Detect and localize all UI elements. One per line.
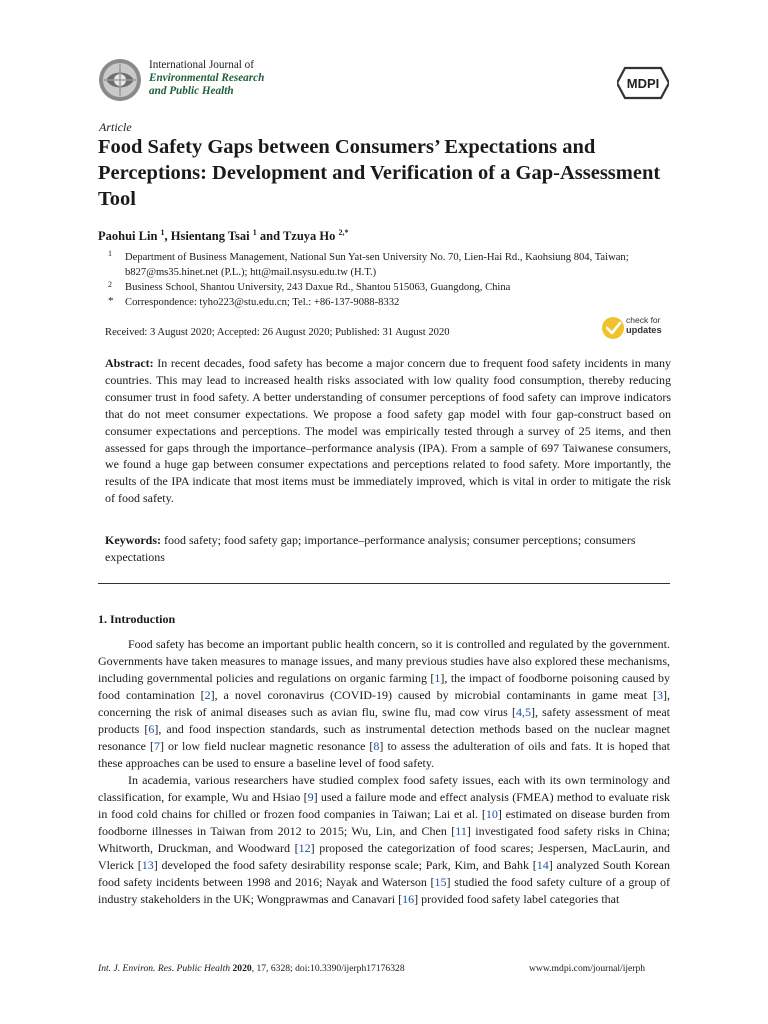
author-separator: , [164, 229, 171, 244]
body-paragraph [98, 636, 670, 772]
journal-line1: International Journal of [149, 59, 255, 71]
journal-name [149, 59, 264, 98]
body-text-run: In academia, various researchers have studied complex food safety issues, each with its own terminology and classification, for example, Wu and Hsiao [ [98, 773, 670, 804]
body-text-run: ], the impact of foodborne poisoning caused by food contamination [ [98, 671, 670, 702]
author-list [98, 228, 349, 244]
citation-link[interactable]: 10 [485, 807, 498, 821]
footer-journal: Int. J. Environ. Res. Public Health [98, 963, 231, 974]
footer-year: 2020 [232, 963, 252, 974]
mdpi-logo-text: MDPI [626, 76, 660, 91]
correspondence-mark: * [108, 295, 114, 307]
body-text-run: ], concerning the risk of animal diseases such as avian flu, swine flu, mad cow virus [ [98, 688, 671, 719]
affiliation: Business School, Shantou University, 243 Daxue Rd., Shantou 515063, Guangdong, China [125, 282, 511, 293]
citation-link[interactable]: 9 [307, 790, 314, 804]
journal-logo-icon [98, 58, 142, 102]
author-affiliation-mark: 1 [160, 228, 165, 237]
body-text-run: ] studied the food safety culture of a group of industry stakeholders in the UK; Wongprawmas and Canavari [ [98, 875, 670, 906]
affiliation: Department of Business Management, National Sun Yat-sen University No. 70, Lien-Hai Rd., Kaohsiung 804, Taiwan; b827@ms35.hinet.net (P.L.); htt@mail.nsysu.edu.tw (H.T.) [125, 252, 629, 278]
author-affiliation-mark: 1 [252, 228, 257, 237]
citation-link[interactable]: 16 [402, 892, 415, 906]
correspondence: Correspondence: tyho223@stu.edu.cn; Tel.: +86-137-9088-8332 [125, 297, 400, 308]
citation-link[interactable]: 14 [536, 858, 549, 872]
check-for-updates-label[interactable] [626, 316, 662, 335]
author-separator: and [256, 229, 283, 244]
body-text-run: ] investigated food safety risks in China; Whitworth, Druckman, and Woodward [ [98, 824, 670, 855]
body-text-run: ] developed the food safety desirability response scale; Park, Kim, and Bahk [ [153, 858, 537, 872]
section-number: 1. [98, 612, 107, 626]
citation-link[interactable]: 3 [657, 688, 664, 702]
publication-dates: Received: 3 August 2020; Accepted: 26 August 2020; Published: 31 August 2020 [105, 327, 450, 338]
author-name: Hsientang Tsai [170, 229, 250, 244]
check-line1: check for [626, 315, 661, 325]
footer-citation [98, 963, 405, 974]
citation-link[interactable]: 1 [434, 671, 441, 685]
body-text-run: ], a novel coronavirus (COVID-19) caused by microbial contaminants in game meat [ [210, 688, 658, 702]
citation-link[interactable]: 7 [154, 739, 160, 753]
body-text-run: ], and food inspection standards, such as instrumental detection methods based on the nuclear magnet resonance [ [98, 722, 670, 753]
body-paragraph [98, 772, 670, 908]
keywords-label: Keywords: [105, 533, 161, 547]
section-title: Introduction [110, 612, 176, 626]
abstract [105, 355, 671, 507]
body-text-run: ] estimated on disease burden from foodborne illnesses in Taiwan from 2012 to 2015; Wu, Lin, and Chen [ [98, 807, 671, 838]
footer-url[interactable]: www.mdpi.com/journal/ijerph [529, 963, 646, 974]
check-line2: updates [626, 324, 662, 335]
citation-link[interactable]: 13 [141, 858, 154, 872]
section-divider [98, 583, 670, 584]
affiliation-mark: 2 [108, 280, 112, 289]
citation-link[interactable]: 4,5 [515, 705, 531, 719]
citation-link[interactable]: 12 [298, 841, 311, 855]
body-text-run: ] proposed the categorization of food scares; Jespersen, MacLaurin, and Vlerick [ [98, 841, 670, 872]
body-text-run: ] or low field nuclear magnetic resonance [ [160, 739, 374, 753]
section-heading [98, 612, 175, 627]
keywords-text: food safety; food safety gap; importance–performance analysis; consumer perceptions; consumers expectations [105, 533, 636, 564]
article-type: Article [99, 120, 132, 134]
citation-link[interactable]: 15 [434, 875, 447, 889]
citation-link[interactable]: 6 [148, 722, 155, 736]
citation-link[interactable]: 8 [373, 739, 380, 753]
abstract-text: In recent decades, food safety has become a major concern due to frequent food safety incidents in many countries. This may lead to increased health risks associated with low quality food consumption, thereby reducing consumer trust in food safety. A better understanding of consumer perceptions of food safety can improve indicators that do not meet consumer expectations. We propose a food safety gap model with four gap-construct based on consumer expectations and perceptions. The model was empirically tested through a survey of 25 items, and then assessed for gaps through the importance–performance analysis (IPA). From a sample of 697 Taiwanese consumers, we found a huge gap between consumer expectations and perceptions related to food safety. More importantly, the results of the IPA indicate that most items must be immediately improved, which is vital in order to mitigate the risk of food safety. [105, 356, 671, 506]
body-text [98, 636, 670, 908]
citation-link[interactable]: 2 [204, 688, 211, 702]
citation-link[interactable]: 11 [455, 824, 467, 838]
author-affiliation-mark: 2,* [338, 228, 349, 237]
body-text-run: Food safety has become an important public health concern, so it is controlled and regulated by the government. Governments have taken measures to manage issues, and many previous studies have also explored these mechanisms, including governmental policies and regulations on organic farming [ [98, 637, 670, 685]
body-text-run: ] provided food safety label categories that [414, 892, 620, 906]
body-text-run: ], safety assessment of meat products [ [98, 705, 670, 736]
body-text-run: ] analyzed South Korean food safety incidents between 1998 and 2016; Nayak and Waterson [ [98, 858, 670, 889]
body-text-run: ] to assess the adulteration of oils and fats. It is hoped that these approaches can be used to ensure a baseline level of food safety. [98, 739, 670, 770]
author-name: Paohui Lin [98, 229, 158, 244]
body-text-run: ] used a failure mode and effect analysis (FMEA) method to evaluate risk in food cold chains for chilled or frozen food companies in Taiwan; Lai et al. [ [98, 790, 671, 821]
mdpi-logo-icon [617, 66, 669, 100]
keywords [105, 532, 671, 566]
journal-line3: and Public Health [149, 85, 234, 97]
footer-citation-rest: , 17, 6328; doi:10.3390/ijerph17176328 [251, 963, 405, 974]
paper-title: Food Safety Gaps between Consumers’ Expectations and Perceptions: Development and Verification of a Gap-Assessment Tool [98, 136, 661, 210]
journal-line2: Environmental Research [149, 72, 265, 84]
author-name: Tzuya Ho [282, 229, 336, 244]
affiliation-mark: 1 [108, 249, 112, 258]
abstract-label: Abstract: [105, 356, 154, 370]
